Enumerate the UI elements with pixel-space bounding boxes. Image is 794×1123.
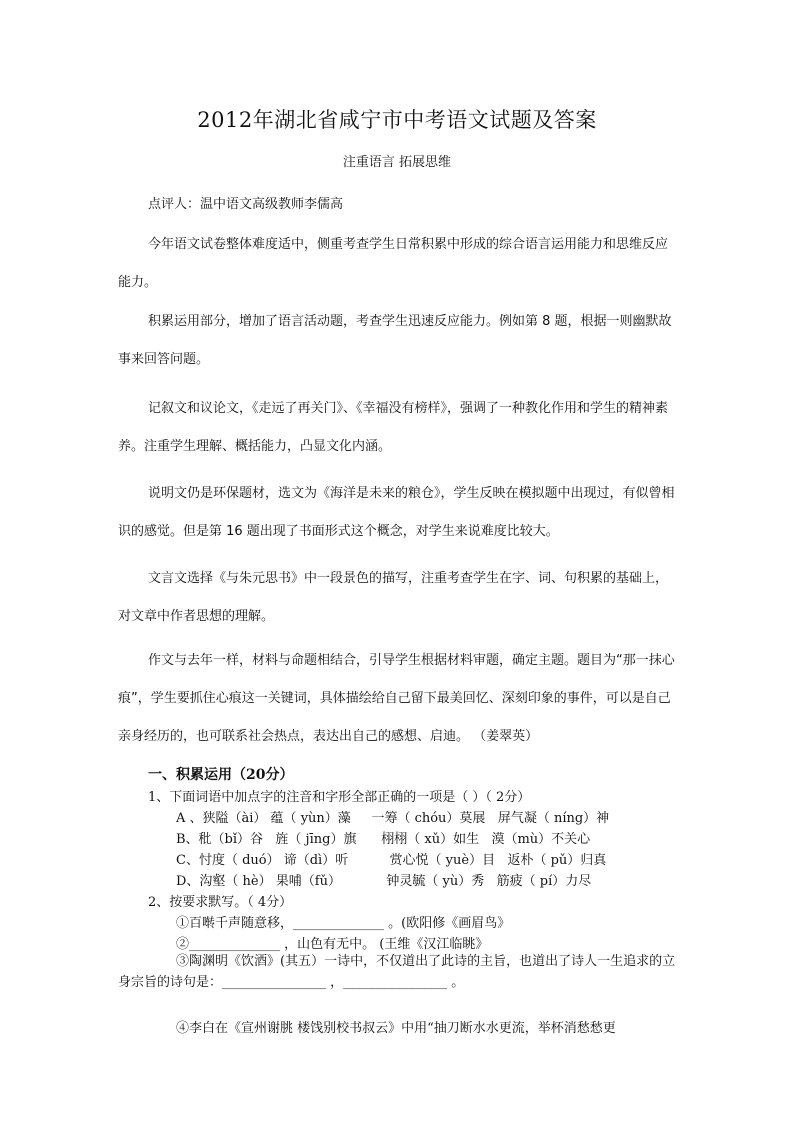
intro-paragraph: 今年语文试卷整体难度适中，侧重考查学生日常积累中形成的综合语言运用能力和思维反应能力。	[118, 237, 669, 290]
intro-paragraph: 文言文选择《与朱元思书》中一段景色的描写，注重考查学生在字、词、句积累的基础上，对文章中作者思想的理解。	[118, 571, 669, 624]
dictation-line: ②______________ ，山色有无中。 (王维《汉江临眺》	[176, 937, 489, 952]
reviewer-line: 点评人：温中语文高级教师李儒高	[148, 197, 344, 212]
option-a: A 、狭隘（ài） 蕴（ yùn）藻 一筹（ chóu）莫展 屏气凝（ níng）神	[176, 811, 610, 826]
intro-paragraph: 说明文仍是环保题材，选文为《海洋是未来的粮仓》，学生反映在模拟题中出现过，有似曾相识的感觉。但是第 16 题出现了书面形式这个概念，对学生来说难度比较大。	[118, 486, 675, 539]
question-stem: 2、按要求默写。（ 4分）	[148, 895, 293, 910]
dictation-line: ①百啭千声随意移，______________ 。(欧阳修《画眉鸟》	[176, 916, 511, 931]
page-title: 2012年湖北省咸宁市中考语文试题及答案	[197, 108, 597, 132]
intro-paragraph: 积累运用部分，增加了语言活动题，考查学生迅速反应能力。例如第 8 题，根据一则幽默故事来回答问题。	[118, 314, 672, 367]
section-heading: 一、积累运用（20分）	[148, 767, 294, 783]
option-d: D、沟壑（ hè） 果哺（fǔ） 钟灵毓（ yù）秀 筋疲（ pí）力尽	[176, 874, 592, 889]
option-b: B、秕（bǐ）谷 旌（ jīng）旗 栩栩（ xǔ）如生 漠（mù）不关心	[176, 832, 591, 847]
subtitle: 注重语言 拓展思维	[342, 155, 452, 170]
dictation-line: ③陶渊明《饮酒》(其五）一诗中，不仅道出了此诗的主旨，也道出了诗人一生追求的立身宗旨的诗句是：________________ ，________________ 。	[118, 954, 676, 990]
dictation-line: ④李白在《宣州谢朓 楼饯别校书叔云》中用“抽刀断水水更流，举杯消愁愁更	[176, 1021, 616, 1036]
option-c: C、忖度（ duó） 谛（dì）听 赏心悦（ yuè）目 返朴（ pǔ）归真	[176, 853, 607, 868]
intro-paragraph: 记叙文和议论文，《走远了再关门》、《幸福没有榜样》，强调了一种教化作用和学生的精神素养。注重学生理解、概括能力，凸显文化内涵。	[118, 401, 669, 454]
question-stem: 1、下面词语中加点字的注音和字形全部正确的一项是（ ）（ 2分）	[148, 790, 531, 805]
intro-paragraph: 作文与去年一样，材料与命题相结合，引导学生根据材料审题，确定主题。题目为“那一抹心痕”，学生要抓住心痕这一关键词，具体描绘给自己留下最美回忆、深刻印象的事件，可以是自己亲身经历的，也可联系社会热点，表达出自己的感想、启迪。 （姜翠英）	[118, 653, 675, 744]
